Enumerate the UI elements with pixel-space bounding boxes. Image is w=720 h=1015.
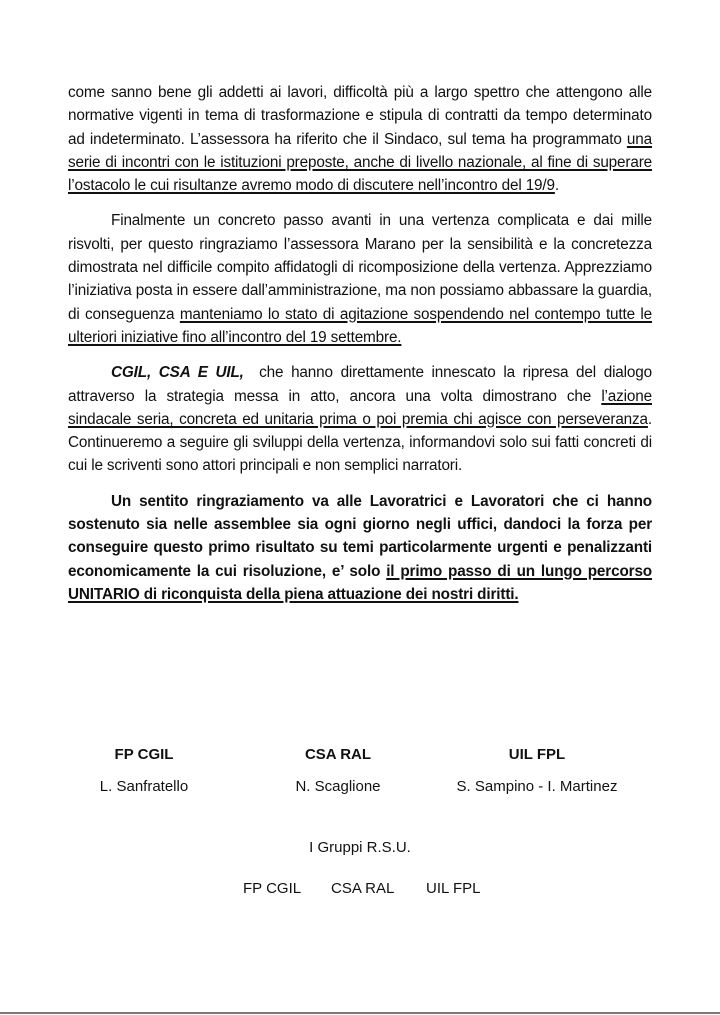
rsu-title: I Gruppi R.S.U. (309, 839, 411, 856)
signature-org: CSA RAL (304, 746, 372, 763)
p3-unions-emphasis: CGIL, CSA E UIL, (111, 364, 244, 382)
signature-names: N. Scaglione (295, 778, 381, 795)
signature-uil-fpl (427, 746, 647, 795)
rsu-org-fp-cgil: FP CGIL (243, 880, 302, 897)
document-body (68, 81, 657, 606)
paragraph-1 (68, 81, 652, 197)
signature-org: FP CGIL (114, 746, 174, 763)
p1-text: come sanno bene gli addetti ai lavori, difficoltà più a largo spettro che attengono alle normative vigenti in tema di trasformazione e stipula di contratti da tempo determinato ad indeterminato. L’assessora ha riferito che il Sindaco, sul tema ha programmato (68, 84, 652, 148)
p3-underlined-text: l’azione sindacale seria, concreta ed unitaria prima o poi premia chi agisce con perseveranza (68, 387, 652, 428)
signature-org: UIL FPL (508, 746, 566, 763)
signature-csa-ral (228, 746, 448, 795)
p1-period: . (554, 177, 559, 195)
paragraph-2 (68, 209, 652, 349)
p1-underlined-text: una serie di incontri con le istituzioni preposte, anche di livello nazionale, al fine di superare l’ostacolo le cui risultanze avremo modo di discutere nell’incontro del 19/9 (68, 130, 652, 195)
rsu-org-csa-ral: CSA RAL (331, 880, 395, 897)
paragraph-3 (68, 361, 657, 477)
p4-text: Un sentito ringraziamento va alle Lavoratrici e Lavoratori che ci hanno sostenuto sia nelle assemblee sia ogni giorno negli uffici, dandoci la forza per conseguire questo primo risultato su temi particolarmente urgenti e penalizzanti economicamente la cui risoluzione, e’ solo (68, 492, 652, 580)
p3-text-end: . Continueremo a seguire gli sviluppi della vertenza, informandovi solo sui fatti concreti di cui le scriventi sono attori principali e non semplici narratori. (68, 410, 652, 475)
page-bottom-edge (0, 1012, 720, 1014)
signature-names: L. Sanfratello (99, 778, 189, 795)
rsu-org-uil-fpl: UIL FPL (426, 880, 481, 897)
p4-underlined-text: il primo passo di un lungo percorso UNITARIO di riconquista della piena attuazione dei nostri diritti. (68, 562, 652, 603)
p3-text: che hanno direttamente innescato la ripresa del dialogo attraverso la strategia messa in atto, ancora una volta dimostrano che (68, 364, 657, 405)
p2-underlined-text: manteniamo lo stato di agitazione sospendendo nel contempo tutte le ulteriori iniziative fino all’incontro del 19 settembre. (68, 305, 652, 346)
signature-names: S. Sampino - I. Martinez (456, 778, 618, 795)
p2-text: Finalmente un concreto passo avanti in una vertenza complicata e dai mille risvolti, per questo ringraziamo l’assessora Marano per la sensibilità e la concretezza dimostrata nel difficile compito affidatogli di ricomposizione della vertenza. Apprezziamo l’iniziativa posta in essere dall’amministrazione, ma non possiamo abbassare la guardia, di conseguenza (68, 212, 652, 323)
paragraph-4 (68, 490, 652, 606)
signature-fp-cgil (34, 746, 254, 795)
